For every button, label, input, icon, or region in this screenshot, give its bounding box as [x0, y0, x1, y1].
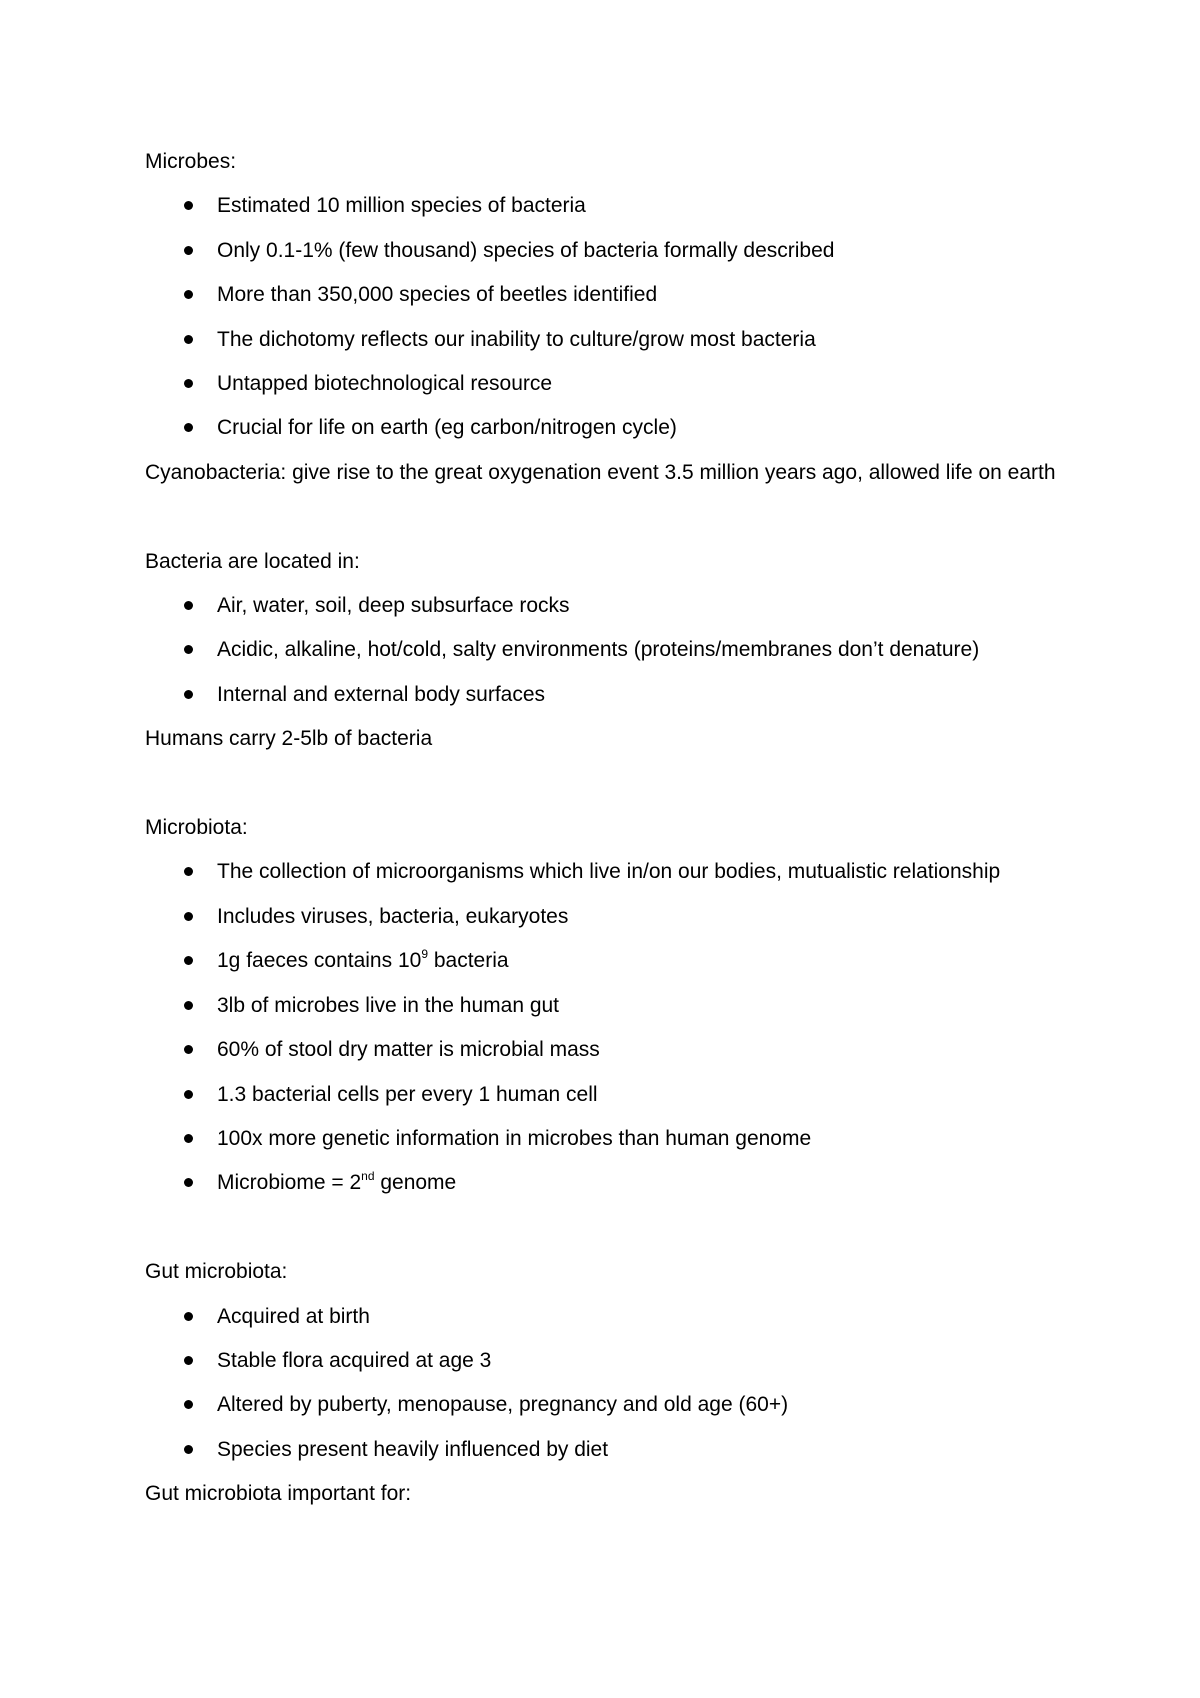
blank-line: [145, 495, 1105, 539]
list-item-text: Species present heavily influenced by diet: [217, 1437, 609, 1461]
bullet-list: [145, 850, 1105, 1205]
bullet-icon: [184, 690, 193, 699]
list-item-text: Crucial for life on earth (eg carbon/nitrogen cycle): [217, 416, 677, 440]
bullet-icon: [184, 1312, 193, 1321]
list-item-text: Only 0.1-1% (few thousand) species of bacteria formally described: [217, 238, 835, 262]
bullet-icon: [184, 201, 193, 210]
list-item-text: Stable flora acquired at age 3: [217, 1348, 492, 1372]
list-item: [145, 1161, 1105, 1205]
bullet-list: [145, 1295, 1105, 1473]
bullet-icon: [184, 1356, 193, 1365]
blank-line: [145, 762, 1105, 806]
bullet-icon: [184, 1445, 193, 1454]
paragraph: Humans carry 2-5lb of bacteria: [145, 727, 433, 751]
list-item-text: 3lb of microbes live in the human gut: [217, 993, 560, 1017]
list-item-text: Includes viruses, bacteria, eukaryotes: [217, 904, 569, 928]
list-item-text: Microbiome = 2: [217, 1171, 362, 1195]
list-item-text: 1.3 bacterial cells per every 1 human cell: [217, 1082, 598, 1106]
bullet-icon: [184, 1090, 193, 1099]
section-heading: Bacteria are located in:: [145, 549, 360, 573]
document-body: [145, 140, 1105, 1517]
section-heading: Microbes:: [145, 150, 237, 173]
list-item-text: Acidic, alkaline, hot/cold, salty environments (proteins/membranes don’t denature): [217, 638, 980, 662]
list-item: [145, 673, 1105, 717]
list-item: [145, 1428, 1105, 1472]
list-item: [145, 1117, 1105, 1161]
bullet-icon: [184, 867, 193, 876]
list-item: [145, 628, 1105, 672]
list-item: [145, 318, 1105, 362]
list-item: [145, 273, 1105, 317]
section-heading: Gut microbiota:: [145, 1260, 288, 1284]
bullet-icon: [184, 1400, 193, 1409]
blank-line: [145, 1206, 1105, 1250]
bullet-list: [145, 584, 1105, 717]
list-item: [145, 939, 1105, 983]
bullet-icon: [184, 1045, 193, 1054]
bullet-icon: [184, 1001, 193, 1010]
bullet-icon: [184, 956, 193, 965]
bullet-icon: [184, 1134, 193, 1143]
list-item-text-rest: bacteria: [428, 949, 509, 973]
list-item-text: Estimated 10 million species of bacteria: [217, 194, 586, 218]
bullet-icon: [184, 1178, 193, 1187]
list-item: [145, 362, 1105, 406]
list-item-text: Acquired at birth: [217, 1304, 370, 1328]
bullet-icon: [184, 379, 193, 388]
bullet-icon: [184, 335, 193, 344]
superscript: 9: [421, 947, 428, 962]
list-item-text: 1g faeces contains 10: [217, 949, 422, 973]
list-item: [145, 1383, 1105, 1427]
list-item: [145, 1339, 1105, 1383]
bullet-icon: [184, 645, 193, 654]
list-item-text: Air, water, soil, deep subsurface rocks: [217, 594, 570, 618]
list-item: [145, 1073, 1105, 1117]
list-item: [145, 1028, 1105, 1072]
list-item: [145, 984, 1105, 1028]
paragraph: Gut microbiota important for:: [145, 1482, 412, 1506]
list-item-text: More than 350,000 species of beetles identified: [217, 283, 658, 307]
list-item-text: 60% of stool dry matter is microbial mass: [217, 1038, 600, 1062]
bullet-icon: [184, 912, 193, 921]
bullet-icon: [184, 423, 193, 432]
list-item-text: The collection of microorganisms which live in/on our bodies, mutualistic relationship: [217, 860, 1001, 884]
list-item-text: Internal and external body surfaces: [217, 682, 546, 706]
list-item-text: The dichotomy reflects our inability to culture/grow most bacteria: [217, 327, 816, 351]
list-item-text-rest: genome: [374, 1171, 457, 1195]
list-item: [145, 184, 1105, 228]
superscript: nd: [361, 1169, 375, 1184]
list-item: [145, 850, 1105, 894]
list-item: [145, 229, 1105, 273]
bullet-icon: [184, 246, 193, 255]
bullet-list: [145, 184, 1105, 450]
list-item: [145, 1295, 1105, 1339]
list-item: [145, 895, 1105, 939]
list-item-text: Untapped biotechnological resource: [217, 372, 553, 396]
bullet-icon: [184, 290, 193, 299]
list-item: [145, 406, 1105, 450]
paragraph: Cyanobacteria: give rise to the great oxygenation event 3.5 million years ago, allowed life on earth: [145, 460, 1056, 484]
list-item: [145, 584, 1105, 628]
list-item-text: 100x more genetic information in microbes than human genome: [217, 1126, 812, 1150]
list-item-text: Altered by puberty, menopause, pregnancy and old age (60+): [217, 1393, 789, 1417]
bullet-icon: [184, 601, 193, 610]
section-heading: Microbiota:: [145, 816, 248, 840]
